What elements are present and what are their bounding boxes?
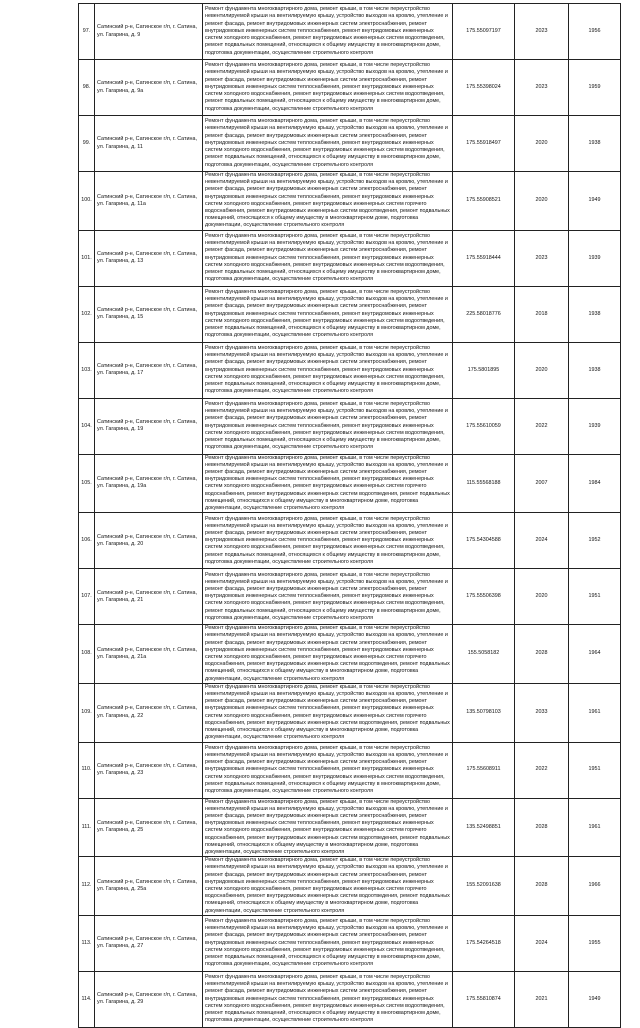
planned-year-cell: 2020 (515, 342, 569, 398)
construction-year-cell: 1938 (569, 342, 621, 398)
construction-year-cell: 1938 (569, 286, 621, 342)
construction-year-cell: 1984 (569, 454, 621, 513)
planned-year-cell: 2023 (515, 60, 569, 116)
table-row (79, 398, 621, 454)
address-cell: Сатинский р-н, Сатинское г/п, г. Сатина, ул. Гагарина, д. 17 (95, 342, 203, 398)
table-row (79, 683, 621, 742)
cost-cell: 175.55810874 (453, 971, 515, 1027)
document-sheet (78, 3, 620, 1028)
construction-year-cell: 1964 (569, 625, 621, 684)
table-row (79, 4, 621, 60)
cost-cell: 175.55506398 (453, 569, 515, 625)
cost-cell: 175.55918444 (453, 230, 515, 286)
row-number-cell: 105. (79, 454, 95, 513)
cost-cell: 115.55568188 (453, 454, 515, 513)
table-row (79, 230, 621, 286)
works-description-cell: Ремонт фундамента многоквартирного дома, ремонт крыши, в том числе переустройство невентилируемой крыши на вентилируемую крышу, устройство выходов на кровлю, утепление и ремонт фасада, ремонт внутридомовых инженерных систем электроснабжения, ремонт внутридомовых инженерных систем теплоснабжения, ремонт внутридомовых инженерных систем холодного водоснабжения, ремонт внутридомовых инженерных систем водоотведения, ремонт подвальных помещений, относящихся к общему имуществу в многоквартирном доме, подготовка документации, осуществление строительного контроля (203, 742, 453, 798)
works-description-cell: Ремонт фундамента многоквартирного дома, ремонт крыши, в том числе переустройство невентилируемой крыши на вентилируемую крышу, устройство выходов на кровлю, утепление и ремонт фасада, ремонт внутридомовых инженерных систем электроснабжения, ремонт внутридомовых инженерных систем теплоснабжения, ремонт внутридомовых инженерных систем холодного водоснабжения, ремонт внутридомовых инженерных систем водоотведения, ремонт подвальных помещений, относящихся к общему имуществу в многоквартирном доме, подготовка документации, осуществление строительного контроля (203, 971, 453, 1027)
construction-year-cell: 1956 (569, 4, 621, 60)
construction-year-cell: 1949 (569, 172, 621, 231)
planned-year-cell: 2020 (515, 172, 569, 231)
row-number-cell: 114. (79, 971, 95, 1027)
row-number-cell: 102. (79, 286, 95, 342)
address-cell: Сатинский р-н, Сатинское г/п, г. Сатина, ул. Гагарина, д. 22 (95, 683, 203, 742)
table-row (79, 342, 621, 398)
planned-year-cell: 2028 (515, 798, 569, 857)
table-row (79, 116, 621, 172)
cost-cell: 175.54264518 (453, 915, 515, 971)
construction-year-cell: 1949 (569, 971, 621, 1027)
works-description-cell: Ремонт фундамента многоквартирного дома, ремонт крыши, в том числе переустройство невентилируемой крыши на вентилируемую крышу, устройство выходов на кровлю, утепление и ремонт фасада, ремонт внутридомовых инженерных систем электроснабжения, ремонт внутридомовых инженерных систем теплоснабжения, ремонт внутридомовых инженерных систем холодного водоснабжения, ремонт внутридомовых инженерных систем водоотведения, ремонт подвальных помещений, относящихся к общему имуществу в многоквартирном доме, подготовка документации, осуществление строительного контроля (203, 342, 453, 398)
address-cell: Сатинский р-н, Сатинское г/п, г. Сатина, ул. Гагарина, д. 21а (95, 625, 203, 684)
works-description-cell: Ремонт фундамента многоквартирного дома, ремонт крыши, в том числе переустройство невентилируемой крыши на вентилируемую крышу, устройство выходов на кровлю, утепление и ремонт фасада, ремонт внутридомовых инженерных систем электроснабжения, ремонт внутридомовых инженерных систем теплоснабжения, ремонт внутридомовых инженерных систем холодного водоснабжения, ремонт внутридомовых инженерных систем водоотведения, ремонт подвальных помещений, относящихся к общему имуществу в многоквартирном доме, подготовка документации, осуществление строительного контроля (203, 60, 453, 116)
row-number-cell: 110. (79, 742, 95, 798)
row-number-cell: 100. (79, 172, 95, 231)
cost-cell: 155.52091638 (453, 857, 515, 916)
row-number-cell: 101. (79, 230, 95, 286)
planned-year-cell: 2023 (515, 4, 569, 60)
address-cell: Сатинский р-н, Сатинское г/п, г. Сатина, ул. Гагарина, д. 27 (95, 915, 203, 971)
row-number-cell: 106. (79, 513, 95, 569)
address-cell: Сатинский р-н, Сатинское г/п, г. Сатина, ул. Гагарина, д. 13 (95, 230, 203, 286)
address-cell: Сатинский р-н, Сатинское г/п, г. Сатина, ул. Гагарина, д. 20 (95, 513, 203, 569)
planned-year-cell: 2033 (515, 683, 569, 742)
row-number-cell: 98. (79, 60, 95, 116)
address-cell: Сатинский р-н, Сатинское г/п, г. Сатина, ул. Гагарина, д. 29 (95, 971, 203, 1027)
cost-cell: 175.54304588 (453, 513, 515, 569)
address-cell: Сатинский р-н, Сатинское г/п, г. Сатина, ул. Гагарина, д. 11 (95, 116, 203, 172)
address-cell: Сатинский р-н, Сатинское г/п, г. Сатина, ул. Гагарина, д. 15 (95, 286, 203, 342)
address-cell: Сатинский р-н, Сатинское г/п, г. Сатина, ул. Гагарина, д. 9 (95, 4, 203, 60)
construction-year-cell: 1939 (569, 398, 621, 454)
table-row (79, 742, 621, 798)
works-description-cell: Ремонт фундамента многоквартирного дома, ремонт крыши, в том числе переустройство невентилируемой крыши на вентилируемую крышу, устройство выходов на кровлю, утепление и ремонт фасада, ремонт внутридомовых инженерных систем электроснабжения, ремонт внутридомовых инженерных систем теплоснабжения, ремонт внутридомовых инженерных систем холодного водоснабжения, ремонт внутридомовых инженерных систем горячего водоснабжения, ремонт внутридомовых инженерных систем водоотведения, ремонт подвальных помещений, относящихся к общему имуществу в многоквартирном доме, подготовка документации, осуществление строительного контроля (203, 625, 453, 684)
table-row (79, 286, 621, 342)
cost-cell: 175.5801895 (453, 342, 515, 398)
table-row (79, 798, 621, 857)
construction-year-cell: 1961 (569, 683, 621, 742)
planned-year-cell: 2020 (515, 569, 569, 625)
row-number-cell: 111. (79, 798, 95, 857)
planned-year-cell: 2021 (515, 971, 569, 1027)
construction-year-cell: 1966 (569, 857, 621, 916)
cost-cell: 175.55398024 (453, 60, 515, 116)
works-description-cell: Ремонт фундамента многоквартирного дома, ремонт крыши, в том числе переустройство невентилируемой крыши на вентилируемую крышу, устройство выходов на кровлю, утепление и ремонт фасада, ремонт внутридомовых инженерных систем электроснабжения, ремонт внутридомовых инженерных систем теплоснабжения, ремонт внутридомовых инженерных систем холодного водоснабжения, ремонт внутридомовых инженерных систем водоотведения, ремонт подвальных помещений, относящихся к общему имуществу в многоквартирном доме, подготовка документации, осуществление строительного контроля (203, 4, 453, 60)
works-description-cell: Ремонт фундамента многоквартирного дома, ремонт крыши, в том числе переустройство невентилируемой крыши на вентилируемую крышу, устройство выходов на кровлю, утепление и ремонт фасада, ремонт внутридомовых инженерных систем электроснабжения, ремонт внутридомовых инженерных систем теплоснабжения, ремонт внутридомовых инженерных систем холодного водоснабжения, ремонт внутридомовых инженерных систем водоотведения, ремонт подвальных помещений, относящихся к общему имуществу в многоквартирном доме, подготовка документации, осуществление строительного контроля (203, 915, 453, 971)
cost-cell: 175.55610059 (453, 398, 515, 454)
address-cell: Сатинский р-н, Сатинское г/п, г. Сатина, ул. Гагарина, д. 23 (95, 742, 203, 798)
address-cell: Сатинский р-н, Сатинское г/п, г. Сатина, ул. Гагарина, д. 19 (95, 398, 203, 454)
planned-year-cell: 2020 (515, 116, 569, 172)
table-row (79, 513, 621, 569)
construction-year-cell: 1939 (569, 230, 621, 286)
planned-year-cell: 2007 (515, 454, 569, 513)
planned-year-cell: 2028 (515, 625, 569, 684)
works-description-cell: Ремонт фундамента многоквартирного дома, ремонт крыши, в том числе переустройство невентилируемой крыши на вентилируемую крышу, устройство выходов на кровлю, утепление и ремонт фасада, ремонт внутридомовых инженерных систем электроснабжения, ремонт внутридомовых инженерных систем теплоснабжения, ремонт внутридомовых инженерных систем холодного водоснабжения, ремонт внутридомовых инженерных систем водоотведения, ремонт подвальных помещений, относящихся к общему имуществу в многоквартирном доме, подготовка документации, осуществление строительного контроля (203, 513, 453, 569)
table-row (79, 569, 621, 625)
works-description-cell: Ремонт фундамента многоквартирного дома, ремонт крыши, в том числе переустройство невентилируемой крыши на вентилируемую крышу, устройство выходов на кровлю, утепление и ремонт фасада, ремонт внутридомовых инженерных систем электроснабжения, ремонт внутридомовых инженерных систем теплоснабжения, ремонт внутридомовых инженерных систем холодного водоснабжения, ремонт внутридомовых инженерных систем водоотведения, ремонт подвальных помещений, относящихся к общему имуществу в многоквартирном доме, подготовка документации, осуществление строительного контроля (203, 286, 453, 342)
address-cell: Сатинский р-н, Сатинское г/п, г. Сатина, ул. Гагарина, д. 11а (95, 172, 203, 231)
works-description-cell: Ремонт фундамента многоквартирного дома, ремонт крыши, в том числе переустройство невентилируемой крыши на вентилируемую крышу, устройство выходов на кровлю, утепление и ремонт фасада, ремонт внутридомовых инженерных систем электроснабжения, ремонт внутридомовых инженерных систем теплоснабжения, ремонт внутридомовых инженерных систем холодного водоснабжения, ремонт внутридомовых инженерных систем водоотведения, ремонт подвальных помещений, относящихся к общему имуществу в многоквартирном доме, подготовка документации, осуществление строительного контроля (203, 398, 453, 454)
construction-year-cell: 1951 (569, 569, 621, 625)
address-cell: Сатинский р-н, Сатинское г/п, г. Сатина, ул. Гагарина, д. 25а (95, 857, 203, 916)
planned-year-cell: 2028 (515, 857, 569, 916)
address-cell: Сатинский р-н, Сатинское г/п, г. Сатина, ул. Гагарина, д. 21 (95, 569, 203, 625)
works-description-cell: Ремонт фундамента многоквартирного дома, ремонт крыши, в том числе переустройство невентилируемой крыши на вентилируемую крышу, устройство выходов на кровлю, утепление и ремонт фасада, ремонт внутридомовых инженерных систем электроснабжения, ремонт внутридомовых инженерных систем теплоснабжения, ремонт внутридомовых инженерных систем холодного водоснабжения, ремонт внутридомовых инженерных систем горячего водоснабжения, ремонт внутридомовых инженерных систем водоотведения, ремонт подвальных помещений, относящихся к общему имуществу в многоквартирном доме, подготовка документации, осуществление строительного контроля (203, 454, 453, 513)
planned-year-cell: 2023 (515, 230, 569, 286)
cost-cell: 175.55908521 (453, 172, 515, 231)
works-description-cell: Ремонт фундамента многоквартирного дома, ремонт крыши, в том числе переустройство невентилируемой крыши на вентилируемую крышу, устройство выходов на кровлю, утепление и ремонт фасада, ремонт внутридомовых инженерных систем электроснабжения, ремонт внутридомовых инженерных систем теплоснабжения, ремонт внутридомовых инженерных систем холодного водоснабжения, ремонт внутридомовых инженерных систем горячего водоснабжения, ремонт внутридомовых инженерных систем водоотведения, ремонт подвальных помещений, относящихся к общему имуществу в многоквартирном доме, подготовка документации, осуществление строительного контроля (203, 798, 453, 857)
works-description-cell: Ремонт фундамента многоквартирного дома, ремонт крыши, в том числе переустройство невентилируемой крыши на вентилируемую крышу, устройство выходов на кровлю, утепление и ремонт фасада, ремонт внутридомовых инженерных систем электроснабжения, ремонт внутридомовых инженерных систем теплоснабжения, ремонт внутридомовых инженерных систем холодного водоснабжения, ремонт внутридомовых инженерных систем водоотведения, ремонт подвальных помещений, относящихся к общему имуществу в многоквартирном доме, подготовка документации, осуществление строительного контроля (203, 230, 453, 286)
table-body (79, 4, 621, 1028)
address-cell: Сатинский р-н, Сатинское г/п, г. Сатина, ул. Гагарина, д. 19а (95, 454, 203, 513)
planned-year-cell: 2022 (515, 742, 569, 798)
table-row (79, 172, 621, 231)
row-number-cell: 99. (79, 116, 95, 172)
cost-cell: 225.58018776 (453, 286, 515, 342)
table-row (79, 60, 621, 116)
address-cell: Сатинский р-н, Сатинское г/п, г. Сатина, ул. Гагарина, д. 25 (95, 798, 203, 857)
construction-year-cell: 1959 (569, 60, 621, 116)
planned-year-cell: 2024 (515, 513, 569, 569)
planned-year-cell: 2018 (515, 286, 569, 342)
address-cell: Сатинский р-н, Сатинское г/п, г. Сатина, ул. Гагарина, д. 9а (95, 60, 203, 116)
table-row (79, 857, 621, 916)
row-number-cell: 104. (79, 398, 95, 454)
planned-year-cell: 2024 (515, 915, 569, 971)
table-row (79, 625, 621, 684)
cost-cell: 135.50798103 (453, 683, 515, 742)
row-number-cell: 103. (79, 342, 95, 398)
row-number-cell: 97. (79, 4, 95, 60)
row-number-cell: 112. (79, 857, 95, 916)
construction-year-cell: 1952 (569, 513, 621, 569)
works-description-cell: Ремонт фундамента многоквартирного дома, ремонт крыши, в том числе переустройство невентилируемой крыши на вентилируемую крышу, устройство выходов на кровлю, утепление и ремонт фасада, ремонт внутридомовых инженерных систем электроснабжения, ремонт внутридомовых инженерных систем теплоснабжения, ремонт внутридомовых инженерных систем холодного водоснабжения, ремонт внутридомовых инженерных систем водоотведения, ремонт подвальных помещений, относящихся к общему имуществу в многоквартирном доме, подготовка документации, осуществление строительного контроля (203, 116, 453, 172)
works-description-cell: Ремонт фундамента многоквартирного дома, ремонт крыши, в том числе переустройство невентилируемой крыши на вентилируемую крышу, устройство выходов на кровлю, утепление и ремонт фасада, ремонт внутридомовых инженерных систем электроснабжения, ремонт внутридомовых инженерных систем теплоснабжения, ремонт внутридомовых инженерных систем холодного водоснабжения, ремонт внутридомовых инженерных систем горячего водоснабжения, ремонт внутридомовых инженерных систем водоотведения, ремонт подвальных помещений, относящихся к общему имуществу в многоквартирном доме, подготовка документации, осуществление строительного контроля (203, 857, 453, 916)
row-number-cell: 113. (79, 915, 95, 971)
table-row (79, 971, 621, 1027)
cost-cell: 175.55097197 (453, 4, 515, 60)
works-description-cell: Ремонт фундамента многоквартирного дома, ремонт крыши, в том числе переустройство невентилируемой крыши на вентилируемую крышу, устройство выходов на кровлю, утепление и ремонт фасада, ремонт внутридомовых инженерных систем электроснабжения, ремонт внутридомовых инженерных систем теплоснабжения, ремонт внутридомовых инженерных систем холодного водоснабжения, ремонт внутридомовых инженерных систем водоотведения, ремонт подвальных помещений, относящихся к общему имуществу в многоквартирном доме, подготовка документации, осуществление строительного контроля (203, 569, 453, 625)
row-number-cell: 108. (79, 625, 95, 684)
planned-year-cell: 2022 (515, 398, 569, 454)
construction-year-cell: 1951 (569, 742, 621, 798)
repair-program-table (78, 3, 621, 1028)
row-number-cell: 107. (79, 569, 95, 625)
cost-cell: 175.55608911 (453, 742, 515, 798)
table-row (79, 915, 621, 971)
cost-cell: 135.52498851 (453, 798, 515, 857)
works-description-cell: Ремонт фундамента многоквартирного дома, ремонт крыши, в том числе переустройство невентилируемой крыши на вентилируемую крышу, устройство выходов на кровлю, утепление и ремонт фасада, ремонт внутридомовых инженерных систем электроснабжения, ремонт внутридомовых инженерных систем теплоснабжения, ремонт внутридомовых инженерных систем холодного водоснабжения, ремонт внутридомовых инженерных систем горячего водоснабжения, ремонт внутридомовых инженерных систем водоотведения, ремонт подвальных помещений, относящихся к общему имуществу в многоквартирном доме, подготовка документации, осуществление строительного контроля (203, 172, 453, 231)
cost-cell: 175.55918497 (453, 116, 515, 172)
construction-year-cell: 1961 (569, 798, 621, 857)
table-row (79, 454, 621, 513)
row-number-cell: 109. (79, 683, 95, 742)
construction-year-cell: 1955 (569, 915, 621, 971)
construction-year-cell: 1938 (569, 116, 621, 172)
works-description-cell: Ремонт фундамента многоквартирного дома, ремонт крыши, в том числе переустройство невентилируемой крыши на вентилируемую крышу, устройство выходов на кровлю, утепление и ремонт фасада, ремонт внутридомовых инженерных систем электроснабжения, ремонт внутридомовых инженерных систем теплоснабжения, ремонт внутридомовых инженерных систем холодного водоснабжения, ремонт внутридомовых инженерных систем горячего водоснабжения, ремонт внутридомовых инженерных систем водоотведения, ремонт подвальных помещений, относящихся к общему имуществу в многоквартирном доме, подготовка документации, осуществление строительного контроля (203, 683, 453, 742)
cost-cell: 155.5058182 (453, 625, 515, 684)
